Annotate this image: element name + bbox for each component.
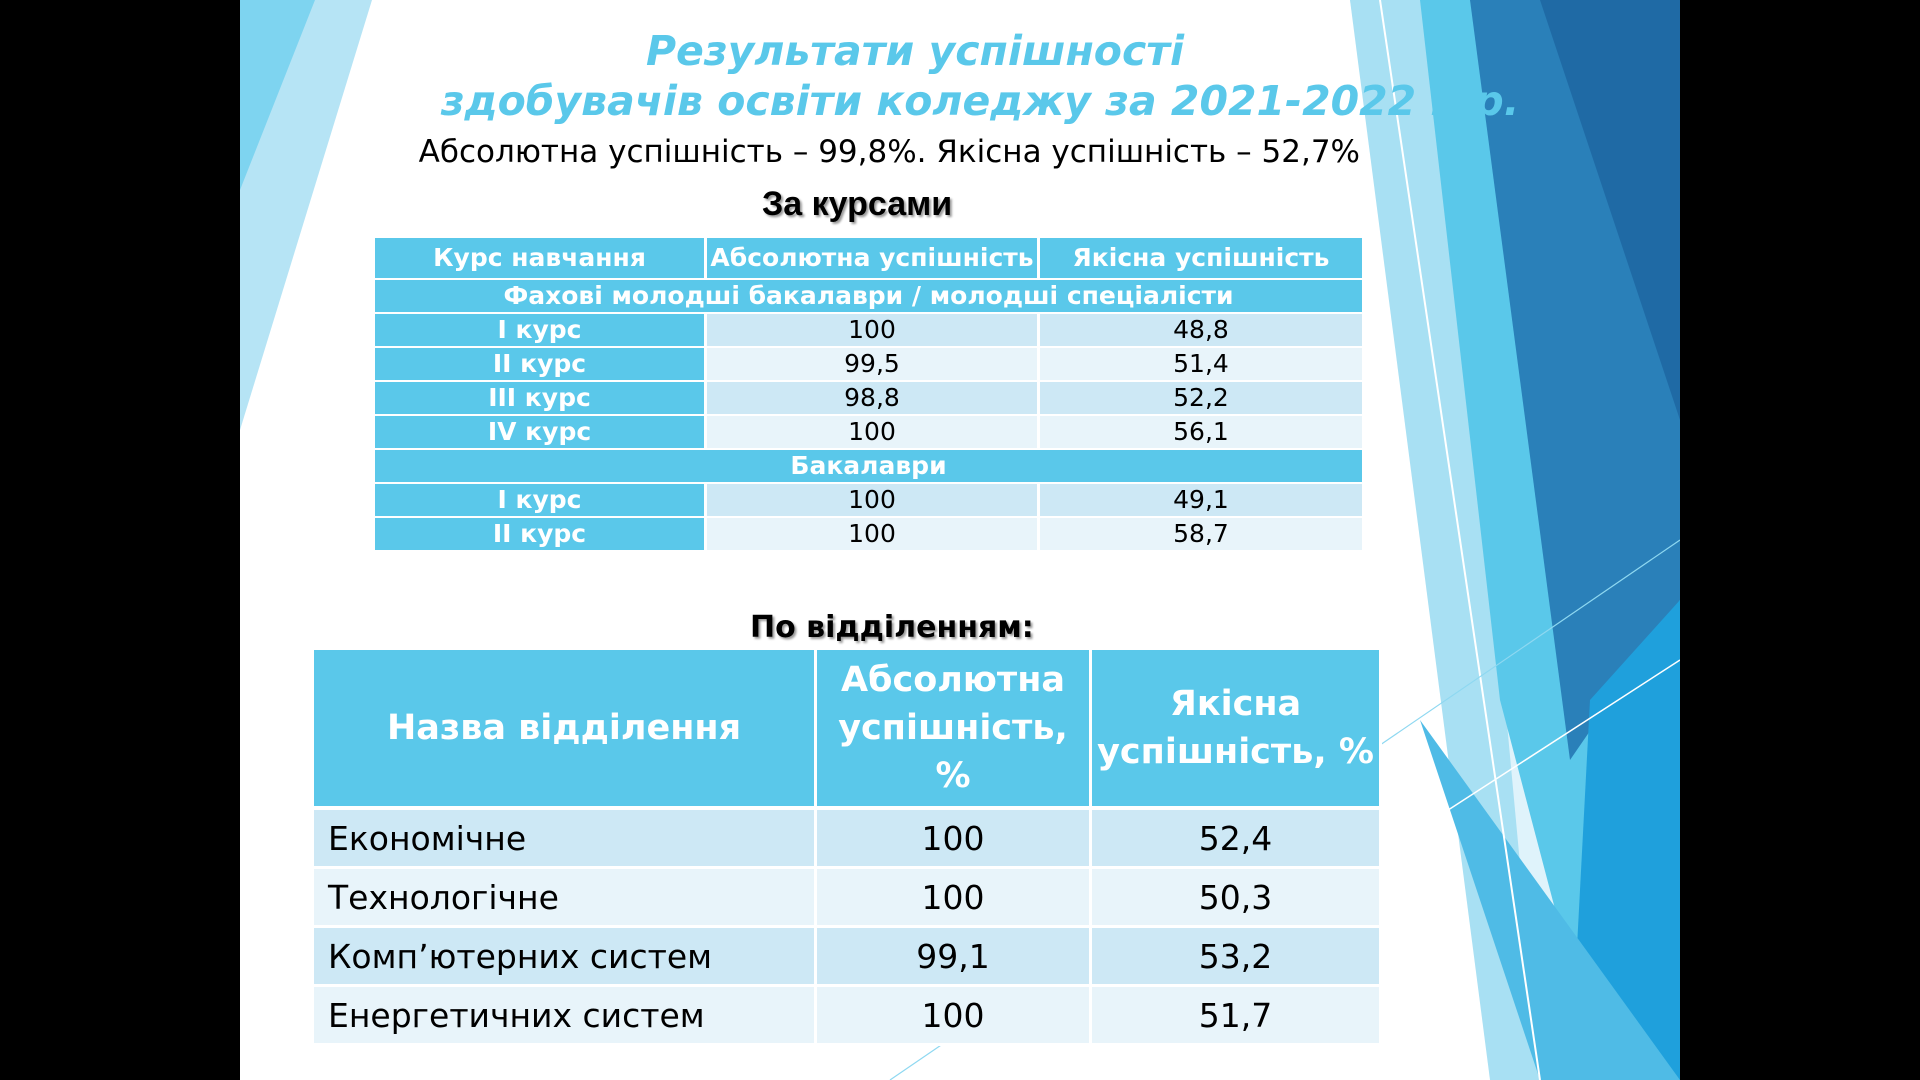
abs-cell: 100 [707, 518, 1040, 552]
abs-cell: 100 [707, 484, 1040, 518]
group-label: Фахові молодші бакалаври / молодші спеціалісти [375, 280, 1365, 314]
table-row [314, 810, 1382, 869]
abs-cell: 100 [707, 416, 1040, 450]
column-header: Якісна успішність [1040, 238, 1365, 280]
course-cell: IV курс [375, 416, 707, 450]
table-row [314, 869, 1382, 928]
qual-cell: 51,7 [1092, 987, 1382, 1046]
course-cell: III курс [375, 382, 707, 416]
table-row [375, 348, 1365, 382]
slide [240, 0, 1680, 1080]
department-name: Енергетичних систем [314, 987, 817, 1046]
table-row [314, 928, 1382, 987]
qual-cell: 53,2 [1092, 928, 1382, 987]
qual-cell: 49,1 [1040, 484, 1365, 518]
abs-cell: 100 [817, 987, 1092, 1046]
column-header: Назва відділення [314, 650, 817, 810]
column-header: Абсолютна успішність, % [817, 650, 1092, 810]
group-label: Бакалаври [375, 450, 1365, 484]
abs-cell: 98,8 [707, 382, 1040, 416]
courses-heading: За курсами [762, 185, 953, 223]
table-row [314, 987, 1382, 1046]
group-row [375, 450, 1365, 484]
column-header: Курс навчання [375, 238, 707, 280]
table-row [375, 518, 1365, 552]
table-row [375, 416, 1365, 450]
table-row [375, 484, 1365, 518]
qual-cell: 51,4 [1040, 348, 1365, 382]
qual-cell: 56,1 [1040, 416, 1365, 450]
abs-cell: 99,1 [817, 928, 1092, 987]
course-cell: II курс [375, 518, 707, 552]
courses-table [375, 238, 1365, 552]
column-header: Абсолютна успішність [707, 238, 1040, 280]
qual-cell: 52,2 [1040, 382, 1365, 416]
abs-cell: 100 [817, 810, 1092, 869]
summary-text: Абсолютна успішність – 99,8%. Якісна успішність – 52,7% [418, 134, 1360, 170]
course-cell: I курс [375, 484, 707, 518]
qual-cell: 50,3 [1092, 869, 1382, 928]
department-name: Комп’ютерних систем [314, 928, 817, 987]
department-name: Технологічне [314, 869, 817, 928]
courses-header-row [375, 238, 1365, 280]
title-line-1: Результати успішності [645, 27, 1185, 75]
qual-cell: 58,7 [1040, 518, 1365, 552]
departments-header-row [314, 650, 1382, 810]
group-row [375, 280, 1365, 314]
table-row [375, 382, 1365, 416]
abs-cell: 99,5 [707, 348, 1040, 382]
column-header: Якісна успішність, % [1092, 650, 1382, 810]
department-name: Економічне [314, 810, 817, 869]
course-cell: I курс [375, 314, 707, 348]
abs-cell: 100 [817, 869, 1092, 928]
abs-cell: 100 [707, 314, 1040, 348]
qual-cell: 52,4 [1092, 810, 1382, 869]
table-row [375, 314, 1365, 348]
departments-table [314, 650, 1382, 1046]
title-line-2: здобувачів освіти коледжу за 2021-2022 н.р. [440, 77, 1520, 125]
qual-cell: 48,8 [1040, 314, 1365, 348]
departments-heading: По відділенням: [750, 610, 1034, 645]
course-cell: II курс [375, 348, 707, 382]
